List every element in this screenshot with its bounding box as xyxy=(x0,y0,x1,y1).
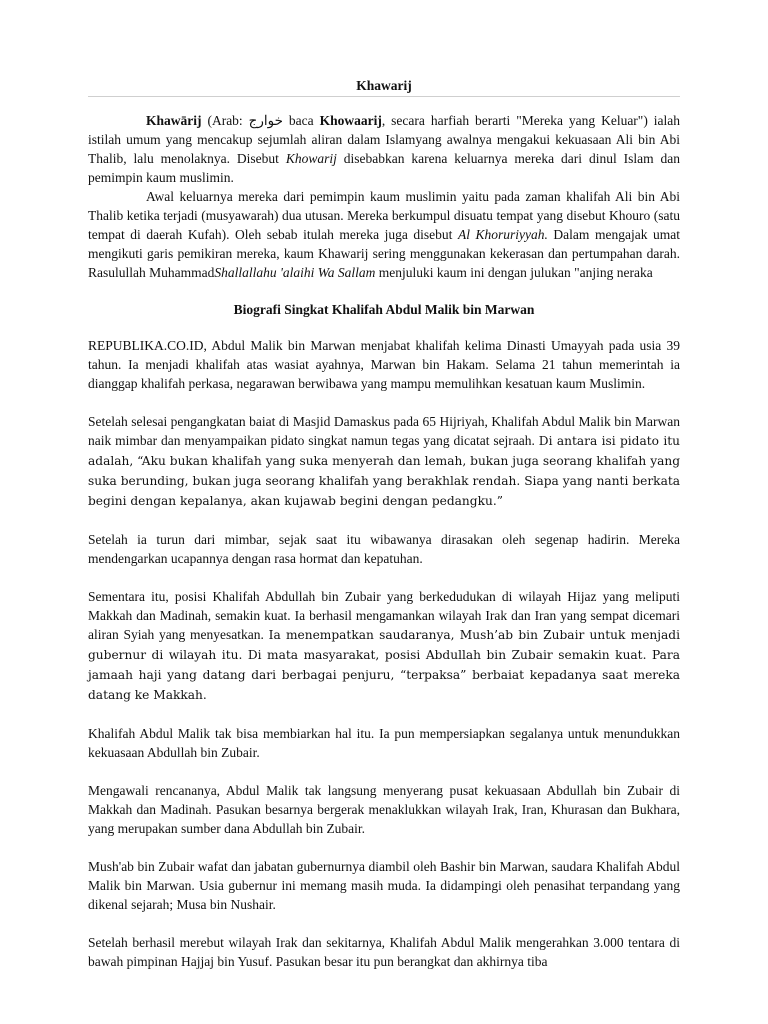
term-khawarij: Khawārij xyxy=(146,113,202,128)
paragraph-gubernur: Mush'ab bin Zubair wafat dan jabatan gubernurnya diambil oleh Bashir bin Marwan, saudara Khalifah Abdul Malik bin Marwan. Usia gubernur ini memang masih muda. Ia didampingi oleh penasihat terpandang yang dikenal sejarah; Musa bin Nushair. xyxy=(88,859,680,912)
term-khowaarij: Khowaarij xyxy=(319,113,382,128)
section-heading-biografi: Biografi Singkat Khalifah Abdul Malik bin Marwan xyxy=(233,302,535,317)
paragraph-pidato: Setelah selesai pengangkatan baiat di Masjid Damaskus pada 65 Hijriyah, Khalifah Abdul Malik bin Marwan naik mimbar dan menyampaikan pidato singkat namun tegas yang dicatat sejraah. Di antara isi pidato itu adalah, “Aku bukan khalifah yang suka menyerah dan lemah, bukan juga seorang khalifah yang suka berunding, bukan juga seorang khalifah yang berakhlak rendah. Siapa yang nanti berkata begini dengan kepalanya, akan kujawab begini dengan pedangku.” xyxy=(88,414,681,508)
paragraph-abdullah-zubair: Sementara itu, posisi Khalifah Abdullah bin Zubair yang berkedudukan di wilayah Hijaz yang meliputi Makkah dan Madinah, semakin kuat. Ia berhasil mengamankan wilayah Irak dan Iran yang sempat dicemari aliran Syiah yang menyesatkan. Ia menempatkan saudaranya, Mush’ab bin Zubair untuk menjadi gubernur di wilayah itu. Di mata masyarakat, posisi Abdullah bin Zubair semakin kuat. Para jamaah haji yang datang dari berbagai penjuru, “terpaksa” berbaiat kepadanya saat mereka datang ke Makkah. xyxy=(88,589,681,702)
title-divider xyxy=(88,96,680,97)
paragraph-hajjaj: Setelah berhasil merebut wilayah Irak dan sekitarnya, Khalifah Abdul Malik mengerahkan 3.000 tentara di bawah pimpinan Hajjaj bin Yusuf. Pasukan besar itu pun berangkat dan akhirnya tiba xyxy=(88,935,680,969)
paragraph-wibawa: Setelah ia turun dari mimbar, sejak saat itu wibawanya dirasakan oleh segenap hadirin. Mereka mendengarkan ucapannya dengan rasa hormat dan kepatuhan. xyxy=(88,532,680,566)
paragraph-definition: Khawārij (Arab: خوارج baca Khowaarij, secara harfiah berarti "Mereka yang Keluar") ialah istilah umum yang mencakup sejumlah aliran dalam Islamyang awalnya mengakui kekuasaan Ali bin Abi Thalib, lalu menolaknya. Disebut Khowarij disebabkan karena keluarnya mereka dari dinul Islam dan pemimpin kaum muslimin. xyxy=(88,113,680,185)
paragraph-intro: REPUBLIKA.CO.ID, Abdul Malik bin Marwan menjabat khalifah kelima Dinasti Umayyah pada usia 39 tahun. Ia menjadi khalifah atas wasiat ayahnya, Marwan bin Hakam. Selama 21 tahun memerintah ia dianggap khalifah perkasa, negarawan berwibawa yang mampu memulihkan kesatuan kaum Muslimin. xyxy=(88,338,680,391)
arabic-term: خوارج xyxy=(248,113,283,128)
paragraph-persiapan: Khalifah Abdul Malik tak bisa membiarkan hal itu. Ia pun mempersiapkan segalanya untuk menundukkan kekuasaan Abdullah bin Zubair. xyxy=(88,726,680,760)
document-title: Khawarij xyxy=(356,78,412,93)
paragraph-rencana: Mengawali rencananya, Abdul Malik tak langsung menyerang pusat kekuasaan Abdullah bin Zubair di Makkah dan Madinah. Pasukan besarnya bergerak menaklukkan wilayah Irak, Iran, Khurasan dan Bukhara, yang merupakan sumber dana Abdullah bin Zubair. xyxy=(88,783,680,836)
paragraph-origin: Awal keluarnya mereka dari pemimpin kaum muslimin yaitu pada zaman khalifah Ali bin Abi Thalib ketika terjadi (musyawarah) dua utusan. Mereka berkumpul disuatu tempat yang disebut Khouro (satu tempat di daerah Kufah). Oleh sebab itulah mereka juga disebut Al Khoruriyyah. Dalam mengajak umat mengikuti garis pemikiran mereka, kaum Khawarij sering menggunakan kekerasan dan pertumpahan darah. Rasulullah MuhammadShallallahu 'alaihi Wa Sallam menjuluki kaum ini dengan julukan "anjing neraka xyxy=(88,189,680,280)
document-body xyxy=(88,111,680,971)
